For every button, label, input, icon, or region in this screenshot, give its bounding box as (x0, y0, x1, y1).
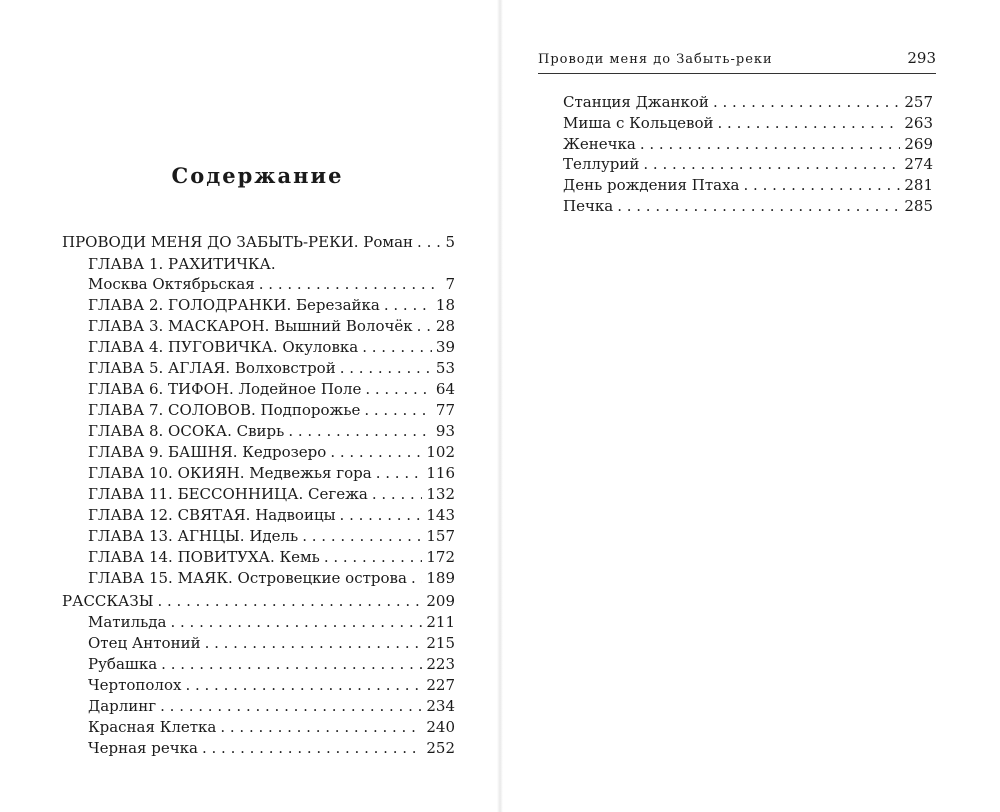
toc-entry (88, 463, 455, 483)
toc-title: Содержание (171, 163, 344, 188)
toc-entry (62, 591, 455, 611)
toc-entry-title: Женечка (563, 135, 636, 153)
toc-entry-page: 227 (426, 676, 455, 694)
toc-entry-title: ГЛАВА 12. СВЯТАЯ. Надвоицы (88, 506, 336, 524)
dot-leader (160, 696, 422, 716)
toc-entry (88, 526, 455, 546)
toc-entry-page: 189 (426, 569, 455, 587)
dot-leader (744, 175, 901, 195)
page-number: 293 (907, 49, 936, 67)
toc-entry-title: ГЛАВА 2. ГОЛОДРАНКИ. Березайка (88, 296, 380, 314)
toc-entry (88, 717, 455, 737)
dot-leader (185, 675, 422, 695)
dot-leader (365, 379, 432, 399)
toc-entry-page: 240 (426, 718, 455, 736)
toc-entry-page: 93 (435, 422, 455, 440)
toc-entry (88, 274, 455, 294)
toc-entry (88, 295, 455, 315)
toc-entry (563, 113, 933, 133)
toc-entry-page: 269 (904, 135, 933, 153)
toc-entry-page: 223 (426, 655, 455, 673)
toc-entry-title: РАССКАЗЫ (62, 592, 154, 610)
toc-entry-page: 7 (445, 275, 455, 293)
dot-leader (411, 568, 422, 588)
dot-leader (372, 484, 423, 504)
toc-entry-page: 5 (445, 233, 455, 251)
toc-entry (563, 196, 933, 216)
toc-entry-page: 234 (426, 697, 455, 715)
toc-entry-page: 285 (904, 197, 933, 215)
toc-entry-title: ГЛАВА 7. СОЛОВОВ. Подпорожье (88, 401, 361, 419)
dot-leader (205, 633, 423, 653)
toc-entry-title: Москва Октябрьская (88, 275, 255, 293)
toc-entry-page: 172 (426, 548, 455, 566)
toc-entry-title: Отец Антоний (88, 634, 201, 652)
toc-entry-page: 252 (426, 739, 455, 757)
toc-entry (563, 92, 933, 112)
toc-entry (88, 633, 455, 653)
toc-entry (88, 316, 455, 336)
toc-entry-title: Чертополох (88, 676, 182, 694)
dot-leader (364, 400, 432, 420)
dot-leader (259, 274, 442, 294)
toc-entry-title: ГЛАВА 1. РАХИТИЧКА. (88, 255, 276, 273)
toc-entry (88, 738, 455, 758)
toc-entry-page: 53 (435, 359, 455, 377)
toc-entry-title: ГЛАВА 15. МАЯК. Островецкие острова (88, 569, 407, 587)
toc-entry-title: ГЛАВА 13. АГНЦЫ. Идель (88, 527, 299, 545)
toc-entry-title: Рубашка (88, 655, 158, 673)
dot-leader (288, 421, 432, 441)
toc-entry-page: 28 (435, 317, 455, 335)
toc-entry (62, 232, 455, 252)
toc-entry-title: ГЛАВА 14. ПОВИТУХА. Кемь (88, 548, 320, 566)
toc-entry-page: 116 (426, 464, 455, 482)
dot-leader (340, 358, 432, 378)
toc-entry-page: 18 (435, 296, 455, 314)
running-title: Проводи меня до Забыть-реки (538, 52, 773, 67)
dot-leader (417, 316, 432, 336)
dot-leader (376, 463, 423, 483)
right-page (500, 0, 1000, 812)
toc-entry-title: ГЛАВА 10. ОКИЯН. Медвежья гора (88, 464, 372, 482)
toc-entry-title: Станция Джанкой (563, 93, 709, 111)
toc-entry-page: 263 (904, 114, 933, 132)
toc-entry (88, 696, 455, 716)
toc-entry (88, 442, 455, 462)
toc-entry-page: 102 (426, 443, 455, 461)
toc-entry (88, 568, 455, 588)
toc-entry-title: Красная Клетка (88, 718, 217, 736)
toc-entry-title: ПРОВОДИ МЕНЯ ДО ЗАБЫТЬ-РЕКИ. Роман (62, 233, 414, 251)
toc-entry-page: 157 (426, 527, 455, 545)
dot-leader (362, 337, 432, 357)
dot-leader (324, 547, 423, 567)
toc-entry-page: 257 (904, 93, 933, 111)
dot-leader (417, 232, 441, 252)
dot-leader (161, 654, 422, 674)
toc-entry (88, 379, 455, 399)
toc-entry-title: ГЛАВА 9. БАШНЯ. Кедрозеро (88, 443, 327, 461)
toc-entry-title: Миша с Кольцевой (563, 114, 714, 132)
dot-leader (718, 113, 901, 133)
toc-entry (88, 337, 455, 357)
toc-entry-title: Матильда (88, 613, 167, 631)
toc-entry-title: ГЛАВА 5. АГЛАЯ. Волховстрой (88, 359, 336, 377)
toc-entry (88, 612, 455, 632)
toc-entry-title: Дарлинг (88, 697, 157, 715)
toc-entry-title: День рождения Птаха (563, 176, 740, 194)
toc-entry-page: 274 (904, 155, 933, 173)
toc-entry (88, 654, 455, 674)
dot-leader (617, 196, 900, 216)
dot-leader (330, 442, 422, 462)
toc-entry (563, 134, 933, 154)
dot-leader (713, 92, 900, 112)
toc-entry-title: ГЛАВА 3. МАСКАРОН. Вышний Волочёк (88, 317, 413, 335)
toc-entry-page: 64 (435, 380, 455, 398)
toc-entry (88, 547, 455, 567)
dot-leader (302, 526, 422, 546)
toc-entry-page: 211 (426, 613, 455, 631)
dot-leader (643, 154, 900, 174)
toc-entry-title: ГЛАВА 8. ОСОКА. Свирь (88, 422, 285, 440)
toc-entry (88, 358, 455, 378)
toc-entry-page: 132 (426, 485, 455, 503)
dot-leader (170, 612, 422, 632)
toc-entry (88, 505, 455, 525)
toc-entry-title: Теллурий (563, 155, 640, 173)
dot-leader (202, 738, 422, 758)
toc-entry-page: 39 (435, 338, 455, 356)
toc-entry-title: ГЛАВА 11. БЕССОННИЦА. Сегежа (88, 485, 368, 503)
dot-leader (220, 717, 422, 737)
toc-entry (88, 675, 455, 695)
dot-leader (384, 295, 432, 315)
running-head (538, 49, 936, 74)
toc-entry-title: ГЛАВА 6. ТИФОН. Лодейное Поле (88, 380, 362, 398)
toc-entry (563, 154, 933, 174)
toc-entry (88, 400, 455, 420)
toc-entry-page: 77 (435, 401, 455, 419)
dot-leader (640, 134, 901, 154)
dot-leader (157, 591, 422, 611)
toc-entry-title: Печка (563, 197, 614, 215)
toc-entry (88, 254, 455, 274)
toc-entry-page: 281 (904, 176, 933, 194)
toc-entry (88, 484, 455, 504)
toc-entry-title: ГЛАВА 4. ПУГОВИЧКА. Окуловка (88, 338, 359, 356)
toc-entry-page: 215 (426, 634, 455, 652)
toc-entry-page: 209 (426, 592, 455, 610)
dot-leader (340, 505, 423, 525)
toc-entry-page: 143 (426, 506, 455, 524)
toc-entry (88, 421, 455, 441)
toc-entry-title: Черная речка (88, 739, 198, 757)
toc-entry (563, 175, 933, 195)
